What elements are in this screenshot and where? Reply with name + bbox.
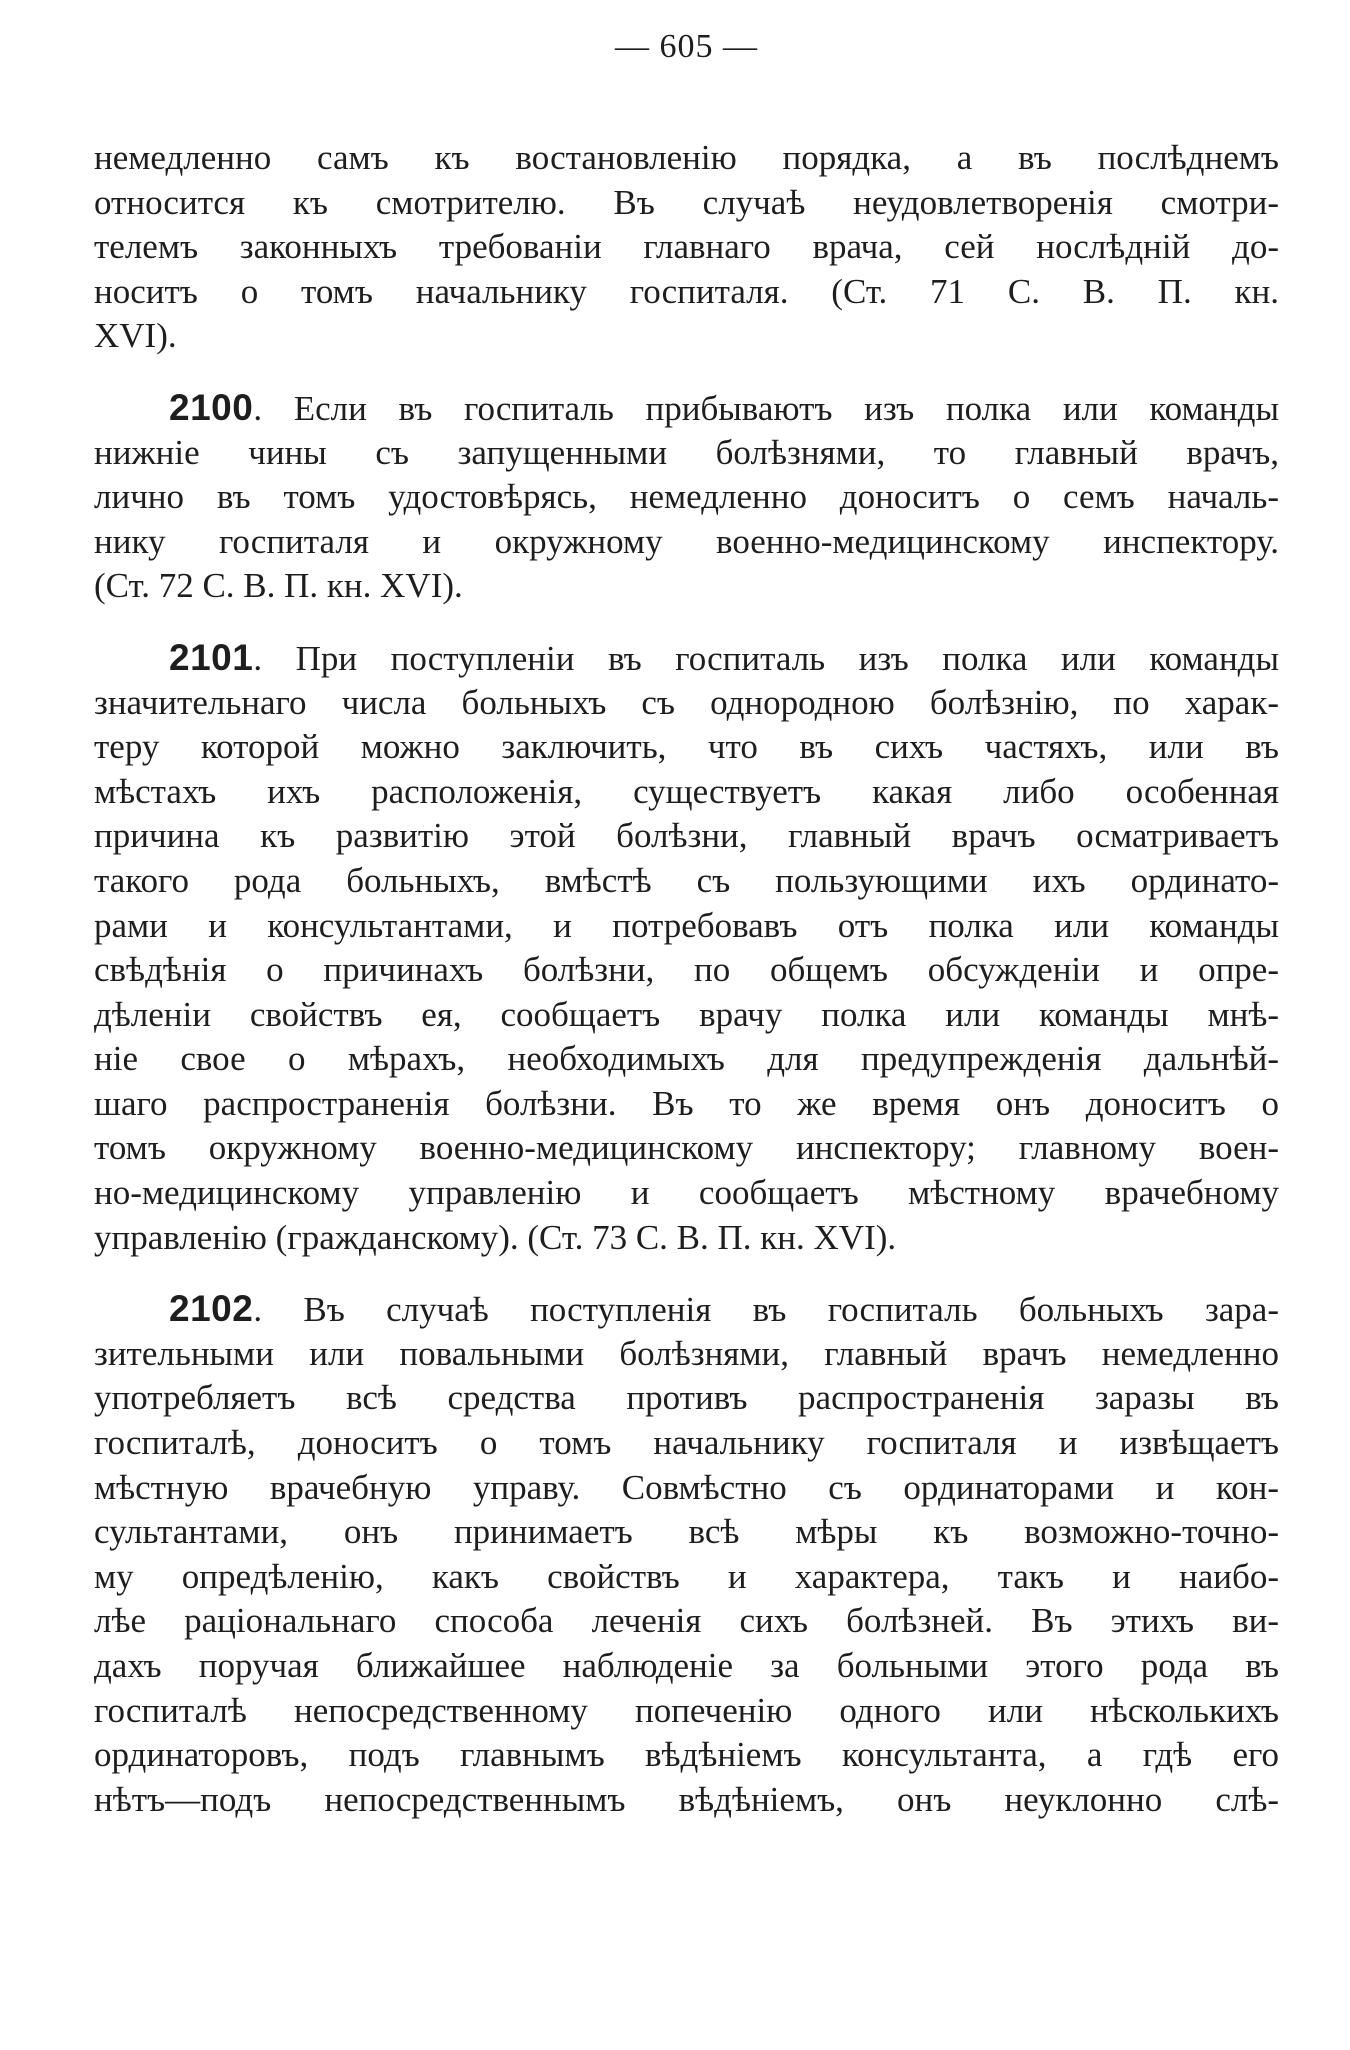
text-line: мѣстахъ ихъ расположенія, существуетъ какая либо особенная <box>94 771 1279 811</box>
text-line: лично въ томъ удостовѣрясь, немедленно доноситъ о семъ началь- <box>94 477 1279 517</box>
text-line: но-медицинскому управленію и сообщаетъ мѣстному врачебному <box>94 1173 1279 1213</box>
text-line: му опредѣленію, какъ свойствъ и характера, такъ и наибо- <box>94 1556 1279 1596</box>
text-line: (Ст. 72 С. В. П. кн. XVI). <box>94 566 463 606</box>
text-line: управленію (гражданскому). (Ст. 73 С. В. П. кн. XVI). <box>94 1217 897 1257</box>
text-line: ніе свое о мѣрахъ, необходимыхъ для предупрежденія дальнѣй- <box>94 1039 1279 1079</box>
text-line: нижніе чины съ запущенными болѣзнями, то главный врачъ, <box>94 432 1279 472</box>
article-number: 2102 <box>169 1288 254 1330</box>
article-2100 <box>94 386 1279 609</box>
page-number: — 605 — <box>615 28 758 65</box>
text-line: дѣленіи свойствъ ея, сообщаетъ врачу полка или команды мнѣ- <box>94 994 1279 1034</box>
article-text: . Если въ госпиталь прибываютъ изъ полка или команды <box>253 388 1279 428</box>
article-text: . Въ случаѣ поступленія въ госпиталь больныхъ зара- <box>253 1290 1279 1330</box>
text-line: значительнаго числа больныхъ съ однородною болѣзнію, по харак- <box>94 682 1279 722</box>
text-line: употребляетъ всѣ средства противъ распространенія заразы въ <box>94 1378 1279 1418</box>
text-line: ноcитъ о томъ начальнику госпиталя. (Ст. 71 С. В. П. кн. <box>94 271 1279 311</box>
text-line: XVI). <box>94 316 177 356</box>
text-line <box>94 1287 1279 1332</box>
article-text: . При поступленіи въ госпиталь изъ полка или команды <box>253 638 1279 678</box>
text-line: шаго распространенія болѣзни. Въ то же время онъ доноситъ о <box>94 1083 1279 1123</box>
text-line: причина къ развитію этой болѣзни, главный врачъ осматриваетъ <box>94 816 1279 856</box>
paragraph-continuation <box>94 136 1279 359</box>
text-line: рами и консультантами, и потребовавъ отъ полка или команды <box>94 905 1279 945</box>
article-2102 <box>94 1287 1279 1822</box>
document-page <box>94 22 1279 1849</box>
text-line: госпиталѣ непосредственному попеченію одного или нѣсколькихъ <box>94 1690 1279 1730</box>
text-line: телемъ законныхъ требованіи главнаго врача, сей нослѣднiй до- <box>94 227 1279 267</box>
text-line: госпиталѣ, доноситъ о томъ начальнику госпиталя и извѣщаетъ <box>94 1423 1279 1463</box>
text-line: теру которой можно заключить, что въ сихъ частяхъ, или въ <box>94 727 1279 767</box>
text-line: лѣе раціональнаго способа леченія сихъ болѣзней. Въ этихъ ви- <box>94 1601 1279 1641</box>
text-line <box>94 386 1279 431</box>
text-line: нѣтъ—подъ непосредственнымъ вѣдѣніемъ, онъ неуклонно слѣ- <box>94 1779 1279 1819</box>
text-line: томъ окружному военно-медицинскому инспектору; главному воен- <box>94 1128 1279 1168</box>
text-line: такого рода больныхъ, вмѣстѣ съ пользующими ихъ ординато- <box>94 860 1279 900</box>
text-line: относится къ смотрителю. Въ случаѣ неудовлетворенія смотри- <box>94 182 1279 222</box>
text-line: сультантами, онъ принимаетъ всѣ мѣры къ возможно-точно- <box>94 1512 1279 1552</box>
text-line <box>94 636 1279 681</box>
article-number: 2101 <box>169 636 254 678</box>
text-line: ординаторовъ, подъ главнымъ вѣдѣніемъ консультанта, а гдѣ его <box>94 1735 1279 1775</box>
article-number: 2100 <box>169 386 254 428</box>
article-2101 <box>94 636 1279 1260</box>
text-line: свѣдѣнія о причинахъ болѣзни, по общемъ обсужденіи и опре- <box>94 950 1279 990</box>
text-line: немедленно самъ къ востановленію порядка, а въ послѣднемъ <box>94 138 1279 177</box>
text-line: дахъ поручая ближайшее наблюденіе за больными этого рода въ <box>94 1646 1279 1685</box>
text-line: мѣстную врачебную управу. Совмѣстно съ ординаторами и кон- <box>94 1467 1279 1507</box>
text-line: зительными или повальными болѣзнями, главный врачъ немедленно <box>94 1333 1279 1373</box>
text-line: нику госпиталя и окружному военно-медицинскому инспектору. <box>94 521 1279 561</box>
